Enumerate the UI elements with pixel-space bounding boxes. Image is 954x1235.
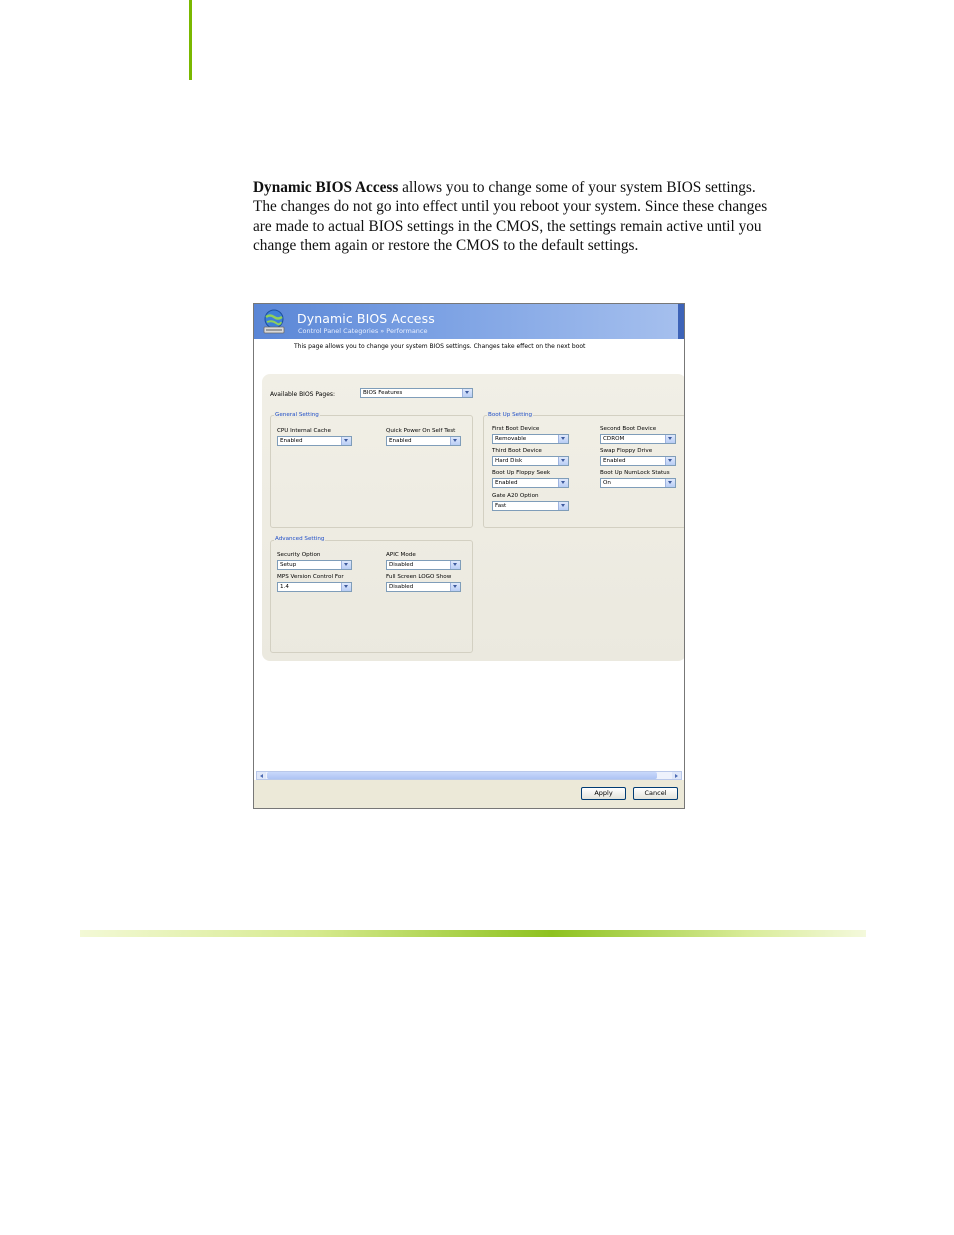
screenshot-title: Dynamic BIOS Access [297, 311, 435, 326]
logo-show-value: Disabled [389, 584, 414, 590]
chevron-down-icon[interactable] [341, 583, 351, 591]
numlock-select[interactable] [600, 478, 676, 488]
scroll-right-icon[interactable] [672, 772, 681, 779]
gate-a20-value: Fast [495, 503, 507, 509]
apic-mode-label: APIC Mode [386, 552, 416, 558]
chevron-down-icon[interactable] [558, 457, 568, 465]
numlock-value: On [603, 480, 611, 486]
third-boot-value: Hard Disk [495, 458, 523, 464]
general-setting-title: General Setting [275, 412, 319, 418]
logo-show-label: Full Screen LOGO Show [386, 574, 452, 580]
gate-a20-label: Gate A20 Option [492, 493, 539, 499]
boot-setting-title: Boot Up Setting [488, 412, 533, 418]
advanced-setting-title: Advanced Setting [275, 536, 325, 542]
chevron-down-icon[interactable] [450, 583, 460, 591]
intro-bold-term: Dynamic BIOS Access [253, 179, 399, 196]
security-option-select[interactable] [277, 560, 352, 570]
available-pages-value: BIOS Features [363, 390, 403, 396]
chevron-down-icon[interactable] [450, 561, 460, 569]
mps-version-value: 1.4 [280, 584, 289, 590]
page-description: This page allows you to change your system BIOS settings. Changes take effect on the next boot [294, 343, 586, 350]
header-banner [254, 304, 684, 339]
page-accent-line [189, 0, 192, 80]
intro-text: allows you to change some of your system BIOS settings. The changes do not go into effect until you reboot your system. Since these changes are made to actual BIOS settings in the CMOS, the settings remain active until you change them again or restore the CMOS to the default settings. [253, 179, 768, 255]
cpu-cache-label: CPU Internal Cache [277, 428, 331, 434]
globe-computer-icon [260, 308, 288, 336]
apic-mode-select[interactable] [386, 560, 461, 570]
chevron-down-icon[interactable] [341, 561, 351, 569]
quick-post-label: Quick Power On Self Test [386, 428, 456, 434]
first-boot-label: First Boot Device [492, 426, 540, 432]
security-option-value: Setup [280, 562, 297, 568]
breadcrumb: Control Panel Categories » Performance [298, 327, 428, 335]
banner-edge [678, 304, 684, 339]
swap-floppy-label: Swap Floppy Drive [600, 448, 653, 454]
numlock-label: Boot Up NumLock Status [600, 470, 670, 476]
chevron-down-icon[interactable] [558, 435, 568, 443]
cpu-cache-select[interactable] [277, 436, 352, 446]
second-boot-value: CDROM [603, 436, 625, 442]
footer-gradient-bar [80, 930, 866, 937]
security-option-label: Security Option [277, 552, 321, 558]
floppy-seek-select[interactable] [492, 478, 569, 488]
chevron-down-icon[interactable] [462, 389, 472, 397]
horizontal-scrollbar[interactable] [256, 771, 682, 780]
chevron-down-icon[interactable] [558, 479, 568, 487]
chevron-down-icon[interactable] [450, 437, 460, 445]
quick-post-select[interactable] [386, 436, 461, 446]
first-boot-select[interactable] [492, 434, 569, 444]
swap-floppy-select[interactable] [600, 456, 676, 466]
chevron-down-icon[interactable] [665, 457, 675, 465]
mps-version-label: MPS Version Control For [277, 574, 344, 580]
gate-a20-select[interactable] [492, 501, 569, 511]
chevron-down-icon[interactable] [665, 435, 675, 443]
logo-show-select[interactable] [386, 582, 461, 592]
chevron-down-icon[interactable] [665, 479, 675, 487]
mps-version-select[interactable] [277, 582, 352, 592]
cpu-cache-value: Enabled [280, 438, 303, 444]
first-boot-value: Removable [495, 436, 527, 442]
cancel-button[interactable]: Cancel [633, 787, 678, 800]
available-pages-label: Available BIOS Pages: [270, 391, 336, 398]
scroll-left-icon[interactable] [257, 772, 266, 779]
third-boot-label: Third Boot Device [492, 448, 542, 454]
chevron-down-icon[interactable] [558, 502, 568, 510]
second-boot-select[interactable] [600, 434, 676, 444]
quick-post-value: Enabled [389, 438, 412, 444]
apic-mode-value: Disabled [389, 562, 414, 568]
third-boot-select[interactable] [492, 456, 569, 466]
second-boot-label: Second Boot Device [600, 426, 657, 432]
bios-access-screenshot [253, 303, 685, 809]
intro-paragraph [253, 178, 778, 256]
swap-floppy-value: Enabled [603, 458, 626, 464]
scrollbar-thumb[interactable] [267, 772, 657, 779]
floppy-seek-value: Enabled [495, 480, 518, 486]
chevron-down-icon[interactable] [341, 437, 351, 445]
available-pages-select[interactable] [360, 388, 473, 398]
apply-button[interactable]: Apply [581, 787, 626, 800]
floppy-seek-label: Boot Up Floppy Seek [492, 470, 551, 476]
